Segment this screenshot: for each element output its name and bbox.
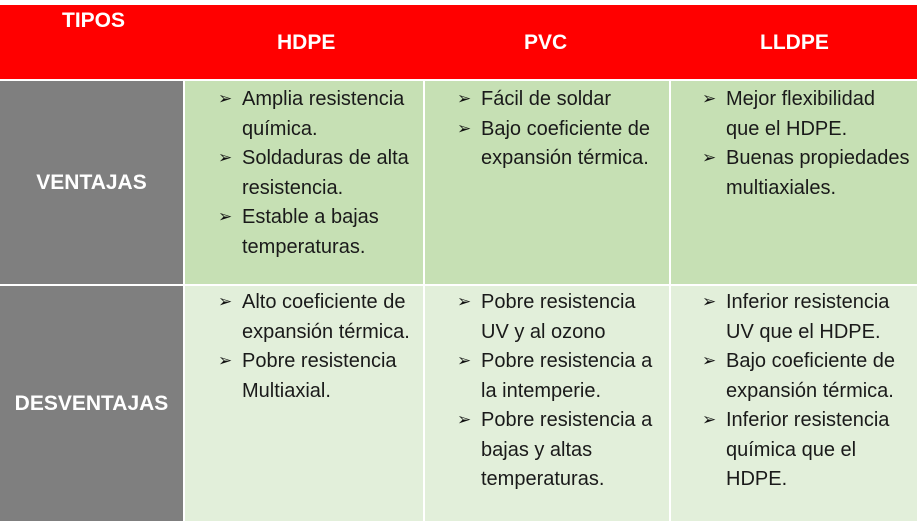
bullet-text: Buenas propiedades multiaxiales. — [726, 147, 910, 199]
bullet-item — [218, 288, 415, 347]
header-tipos: TIPOS — [62, 9, 126, 32]
arrowhead-bullet-icon: ➢ — [702, 351, 717, 371]
arrowhead-bullet-icon: ➢ — [218, 207, 233, 227]
ventajas-pvc-list — [457, 85, 661, 174]
bullet-text: Mejor flexibilidad que el HDPE. — [726, 88, 875, 140]
bullet-item — [702, 144, 913, 203]
arrowhead-bullet-icon: ➢ — [457, 351, 472, 371]
arrowhead-bullet-icon: ➢ — [702, 89, 717, 109]
cell-desventajas-pvc — [425, 286, 669, 521]
arrowhead-bullet-icon: ➢ — [218, 89, 233, 109]
arrowhead-bullet-icon: ➢ — [218, 292, 233, 312]
arrowhead-bullet-icon: ➢ — [218, 148, 233, 168]
arrowhead-bullet-icon: ➢ — [457, 410, 472, 430]
cell-ventajas-pvc — [425, 81, 669, 284]
header-pvc: PVC — [524, 31, 568, 54]
bullet-item — [457, 347, 661, 406]
arrowhead-bullet-icon: ➢ — [702, 410, 717, 430]
header-hdpe: HDPE — [277, 31, 336, 54]
bullet-item — [218, 203, 415, 262]
row-label-ventajas: VENTAJAS — [0, 81, 183, 284]
arrowhead-bullet-icon: ➢ — [702, 148, 717, 168]
bullet-item — [457, 406, 661, 495]
bullet-text: Alto coeficiente de expansión térmica. — [242, 291, 410, 343]
desventajas-lldpe-list — [702, 288, 913, 495]
arrowhead-bullet-icon: ➢ — [702, 292, 717, 312]
bullet-item — [218, 347, 415, 406]
cell-ventajas-hdpe — [185, 81, 423, 284]
desventajas-pvc-list — [457, 288, 661, 495]
bullet-item — [457, 288, 661, 347]
arrowhead-bullet-icon: ➢ — [457, 292, 472, 312]
bullet-item — [702, 288, 913, 347]
bullet-text: Pobre resistencia Multiaxial. — [242, 350, 397, 402]
ventajas-lldpe-list — [702, 85, 913, 203]
bullet-item — [457, 85, 661, 115]
bullet-text: Inferior resistencia química que el HDPE. — [726, 409, 890, 490]
cell-desventajas-hdpe — [185, 286, 423, 521]
desventajas-hdpe-list — [218, 288, 415, 406]
bullet-item — [702, 85, 913, 144]
bullet-text: Fácil de soldar — [481, 88, 612, 110]
bullet-item — [218, 85, 415, 144]
bullet-item — [702, 406, 913, 495]
bullet-item — [218, 144, 415, 203]
bullet-text: Soldaduras de alta resistencia. — [242, 147, 409, 199]
bullet-text: Pobre resistencia UV y al ozono — [481, 291, 636, 343]
row-label-desventajas: DESVENTAJAS — [0, 286, 183, 521]
bullet-text: Pobre resistencia a la intemperie. — [481, 350, 653, 402]
header-row — [0, 5, 917, 79]
bullet-text: Amplia resistencia química. — [242, 88, 405, 140]
bullet-text: Pobre resistencia a bajas y altas temperaturas. — [481, 409, 653, 490]
arrowhead-bullet-icon: ➢ — [218, 351, 233, 371]
bullet-text: Inferior resistencia UV que el HDPE. — [726, 291, 890, 343]
header-lldpe: LLDPE — [760, 31, 829, 54]
bullet-text: Bajo coeficiente de expansión térmica. — [481, 117, 651, 169]
bullet-item — [457, 115, 661, 174]
bullet-item — [702, 347, 913, 406]
cell-desventajas-lldpe — [671, 286, 917, 521]
ventajas-hdpe-list — [218, 85, 415, 262]
arrowhead-bullet-icon: ➢ — [457, 89, 472, 109]
bullet-text: Bajo coeficiente de expansión térmica. — [726, 350, 896, 402]
bullet-text: Estable a bajas temperaturas. — [242, 206, 379, 258]
cell-ventajas-lldpe — [671, 81, 917, 284]
arrowhead-bullet-icon: ➢ — [457, 118, 472, 139]
